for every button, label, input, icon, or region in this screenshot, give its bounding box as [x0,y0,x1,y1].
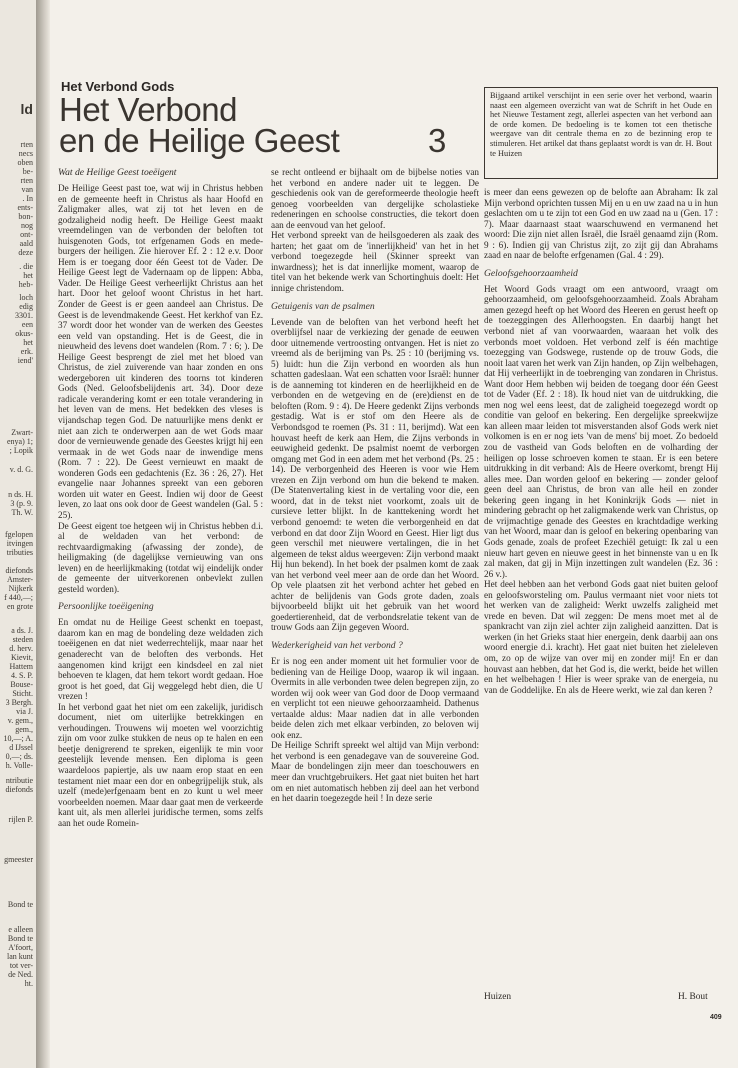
magazine-page [50,0,738,1068]
paragraph: In het verbond gaat het niet om een zakelijk, juridisch document, niet om uiterlijke betrekkingen en verhoudingen. Trouwens wij moeten wel voorzichtig zijn om voor zulke stukken de neus op te halen en een beetje denigrerend te spreken, eigenlijk te min voor geestelijk levende mensen. Een diploma is geen waardeloos papiertje, als uw naam erop staat en een testament niet maar een dor en onbegrijpelijk stuk, als uzelf (mede)erfgenaam bent en zo kunt u wel meer voorbeelden noemen. Maar daar gaat men de verkeerde kant uit, als men allerlei juridische termen, soms zelfs aan het oude Romein- [58,701,263,828]
paragraph: Er is nog een ander moment uit het formulier voor de bediening van de Heilige Doop, waarop ik wil ingaan. Overmits in alle verbonden twee delen begrepen zijn, zo worden wij ook weer van God door de Doop vermaand en verplicht tot een nieuwe gehoorzaamheid. Dathenus vertaalde aldus: Maar nadien dat in alle verbonden beide delen zich met elkaar verbinden, zo beloven wij ook enz. [271,655,479,740]
previous-page-fragment: diefonds [5,566,33,575]
previous-page-fragment: ntributie [5,776,33,785]
previous-page-fragment: steden [12,635,33,644]
previous-page-fragment: Sticht. [12,689,33,698]
previous-page-fragment: edig [19,302,33,311]
paragraph: se recht ontleend er bijhaalt om de bijbelse noties van het verbond en andere nader uit te leggen. De geschiedenis ook van de gereformeerde theologie heeft genoeg voorbeelden van dergelijke scholastieke redeneringen en schoolse constructies, die tekort doen aan de eenvoud van het geloof. [271,167,479,230]
previous-page-fragment: f 440,—; [4,593,33,602]
paragraph: De Heilige Geest past toe, wat wij in Christus hebben en de gemeente heeft in Christus als haar Hoofd en Zaligmaker alles, wat zij tot het leven en de godzaligheid nodig heeft. De Heilige Geest maakt vreemdelingen van de verbonden der beloften tot huisgenoten Gods, tot erfgenamen Gods en medeburgers der heiligen. Zie hierover Ef. 2 : 12 e.v. Door Hem is er toegang door één Geest tot de Vader. De Heilige Geest legt de Vadernaam op de lippen: Abba, Vader. De Heilige Geest verheerlijkt Christus aan het hart. Door het geloof woont Christus in het hart. Zonder de Geest is er geen aandeel aan Christus. De Geest is de levendmakende Geest. Het kerkhof van Ez. 37 wordt door het wonder van de werken des Geestes een veld van opstanding. Het is de Geest, die in nieuwheid des levens doet wandelen (Rom. 7 : 6; ). De Heilige Geest besprengt de ziel met het bloed van Christus, de ziel zuiverende van haar zonden en ons wedergeboren uit kinderen des toorns tot kinderen Gods (Ned. Geloofsbelijdenis art. 34). Door deze radicale verandering komt er een totale verandering in het leven van de mens. Het bedekken des vleses is vijandschap tegen God. De natuurlijke mens denkt er niet aan zich te onderwerpen aan de wet Gods maar door de vernieuwende genade des Geestes krijgt hij een vermaak in de wet Gods naar de inwendige mens (Rom. 7 : 22). De Geest vernieuwt en maakt de wonderen Gods een gedachtenis (Ez. 36 : 26, 27). Het evangelie naar Johannes spreekt van een geboren worden uit water en Geest. Indien wij door de Geest leven, zo laat ons ook door de Geest wandelen (Gal. 5 : 25). [58,183,263,520]
previous-page-fragment: ents- [17,203,33,212]
paragraph: De Heilige Schrift spreekt wel altijd van Mijn verbond: het verbond is een genadegave van de souvereine God. Maar de bondelingen zijn meer dan toeschouwers en meer dan vruchtgebruikers. Het gaat niet buiten het hart om en niet automatisch hebben zij deel aan het verbond en het daarin toegezegde heil ! In deze serie [271,740,479,804]
article-title-line1: Het Verbond [59,91,237,128]
page-number: 409 [710,1014,722,1021]
paragraph: De Geest eigent toe hetgeen wij in Christus hebben d.i. al de weldaden van het verbond: de rechtvaardigmaking (afwassing der zonde), de heiligmaking (de dagelijkse vernieuwing van ons leven) en de heerlijkmaking (totdat wij eindelijk onder de gemeente der uitverkorenen onbevlekt zullen gesteld worden). [58,520,263,594]
previous-page-fragment: rten [20,176,33,185]
column-1 [58,167,263,828]
previous-page-fragment: lan kunt [7,952,33,961]
section-heading: Persoonlijke toeëigening [58,601,154,613]
previous-page-fragment: deze [18,248,33,257]
book-gutter [36,0,50,1068]
section-heading: Getuigenis van de psalmen [271,300,375,312]
previous-page-fragment: ; Lopik [9,446,33,455]
previous-page-fragment: ld [20,101,33,117]
previous-page-fragment: en grote [7,602,33,611]
paragraph: Het Woord Gods vraagt om een antwoord, vraagt om gehoorzaamheid, om geloofsgehoorzaamheid. Zoals Abraham amen gezegd heeft op het Woord des Heeren en gerust heeft op de toezeggingen des Allerhoogsten. En daarbij hangt het verbond niet af van voorwaarden, waaraan het volk des verbonds moet voldoen. Het verbond zelf is één machtige toezegging van Godswege, rustende op de trouw Gods, die nooit laat varen het werk van Zijn handen, op Zijn welbehagen, dat Hij verheerlijkt in de toebrenging van zondaren in Christus. Want door Hem hebben wij beiden de toegang door één Geest tot de Vader (Ef. 2 : 18). Ik houd niet van de uitdrukking, die men nog wel eens leest, dat de zaligheid toegezegd wordt op conditie van geloof en bekering. Een dergelijke spreekwijze kan alleen maar leiden tot misverstanden alsof Gods werk niet volkomen is en er nog iets 'van de mens' bij moet. Zo bedoeld zou de vastheid van Gods beloften en de volharding der heiligen op losse schroeven komen te staan. Er is een betere uitdrukking in dit verband: Als de Heere overkomt, brengt Hij alles mee. Dan worden geloof en bekering — zonder geloof geen deel aan Christus, de bron van alle heil en zonder bekering geen ingang in het Koninkrijk Gods — niet in mindering gebracht op het zaligmakende werk van Christus, op de vrijmachtige genade des Geestes en krachtdadige werking van het Woord, maar dan is geloof en bekering openbaring van Gods genade, zoals de profeet Ezechiël getuigt: Ik zal u een nieuw hart geven en nieuwe geest in het binnenste van u en Ik zal maken, dat gij in Mijn inzettingen zult wandelen (Ez. 36 : 26 v.). [484,283,718,579]
previous-page-fragment: h. Volle- [5,761,33,770]
previous-page-fragment: 4. S. P. [10,671,33,680]
previous-page-fragment: gmeester [4,855,33,864]
previous-page-fragment: gem., [15,725,33,734]
previous-page-fragment: via J. [16,707,33,716]
previous-page-fragment: iend' [17,356,33,365]
previous-page-fragment: 10,—; A. [3,734,33,743]
previous-page-fragment: 0,—; ds. [5,752,33,761]
part-number: 3 [428,122,447,159]
previous-page-fragment: itvingen [6,539,33,548]
previous-page-fragment: fgelopen [5,530,33,539]
previous-page-fragment: Th. W. [11,508,33,517]
previous-page-fragment: d. herv. [9,644,33,653]
previous-page-fragment: ont- [20,230,33,239]
previous-page-fragment: tot ver- [9,961,33,970]
previous-page-fragment: . die [19,262,33,271]
section-heading: Wederkerigheid van het verbond ? [271,639,403,651]
paragraph: Levende van de beloften van het verbond heeft het overblijfsel naar de verkiezing der genade de eeuwen door uitnemende vertroosting ontvangen. Het is niet zo vreemd als de berijming van Ps. 25 : 10 (berijming vs. 5) luidt: hun die Zijn verbond en woorden als hun schatten gadeslaan. Wat een schatten voor Israël: hunner is de aanneming tot kinderen en de heerlijkheid en de verbonden en de wetgeving en de (ere)dienst en de beloften (Rom. 9 : 4). De Heere gedenkt Zijns verbonds gestadig. Wat is er stof om den Heere als de Verbondsgod te roemen (Ps. 31 : 11, berijmd). Wat een houvast heeft de kerk aan Hem, die Zijns verbonds in eeuwigheid gedenkt. De psalmist noemt de verborgen omgang met God in een adem met het verbond (Ps. 25 : 14). De verborgenheid des Heeren is voor wie Hem vrezen en Zijn verbond om hun die bekend te maken. (De Statenvertaling kiest in de vertaling voor die, een woord, dat in de tekst niet voorkomt, zoals uit de cursieve letter blijkt. In de kanttekening wordt het verbond genoemd: te weten die verborgenheid en dat verbond en dat door Zijn Woord en Geest. Hier ligt dus geen verschil met nieuwere vertalingen, die in het algemeen de tekst aldus weergeven: Zijn verbond maakt Hij hun bekend). In het boek der psalmen komt de zaak van het verbond veel meer aan de orde dan het Woord. Op vele plaatsen zit het verbond achter het gebed en achter de belijdenis van Gods grote daden, zoals bijvoorbeeld blijkt uit het gebruik van het woord goedertierenheid, dat de verbondsrelatie tekent van de trouw Gods aan Zijn gegeven Woord. [271,316,479,633]
previous-page-fragment: loch [19,293,33,302]
previous-page-fragment: rten [20,140,33,149]
signature-author: H. Bout [678,992,708,1002]
previous-page-fragment: een [21,320,33,329]
previous-page-fragment: okus- [15,329,33,338]
previous-page-fragment: d IJssel [9,743,33,752]
previous-page-fragment: Hattem [9,662,33,671]
paragraph: Het verbond spreekt van de heilsgoederen als zaak des harten; het gaat om de 'innerlijkheid' van het in het verbond toegezegde heil (Skinner spreekt van inwardness); het is dat innerlijke moment, waarop de titel van het bekende werk van Schortinghuis doelt: Het innige christendom. [271,230,479,294]
paragraph: is meer dan eens gewezen op de belofte aan Abraham: Ik zal Mijn verbond oprichten tussen Mij en u en uw zaad na u in hun geslachten om u te zijn tot een God en uw zaad na u (Gen. 17 : 7). Maar daarnaast staat waarschuwend en vermanend het woord: Die zijn niet allen Israël, die Israël genaamd zijn (Rom. 9 : 6). Indien gij van Christus zijt, zo zijt gij dan Abrahams zaad en naar de belofte erfgenamen (Gal. 4 : 29). [484,187,718,261]
previous-page-fragment: aald [19,239,33,248]
column-2 [271,167,479,804]
previous-page-fragment: heb- [18,280,33,289]
previous-page-fragment: Amster- [6,575,33,584]
previous-page-fragment: rijlen P. [8,815,33,824]
previous-page-fragment: v. gem., [7,716,33,725]
previous-page-fragment: het [23,271,33,280]
section-heading: Geloofsgehoorzaamheid [484,267,578,279]
previous-page-fragment: erk. [20,347,33,356]
previous-page-fragment: Bond te [7,900,33,909]
previous-page-fragment: van [21,185,33,194]
previous-page-fragment: enya) 1; [7,437,33,446]
previous-page-fragment: de Ned. [8,970,33,979]
previous-page-fragment: ht. [24,979,33,988]
previous-page-fragment: Kievit, [11,653,33,662]
previous-page-fragment: het [23,338,33,347]
previous-page-fragment: Bond te [7,934,33,943]
column-3 [484,187,718,695]
previous-page-fragment: Zwart- [11,428,33,437]
paragraph: En omdat nu de Heilige Geest schenkt en toepast, daarom kan en mag de bondeling deze weldaden zich toeëigenen en dat niet wederrechtelijk, maar naar het genaderecht van de beloften des verbonds. Het aangenomen kind krijgt een kindsdeel en zal niet behoeven te klagen, dat hem tekort wordt gedaan. Hoe groot is het goed, dat Gij weggelegd hebt dien, die U vrezen ! [58,617,263,702]
previous-page-fragment: bon- [18,212,33,221]
previous-page-fragment: . In [22,194,33,203]
paragraph: Het deel hebben aan het verbond Gods gaat niet buiten geloof en geloofsworsteling om. Paulus vermaant niet voor niets tot het werken van de zaligheid: Werkt uwzelfs zaligheid met vrede en beven. Dat wil zeggen: De mens moet met al de spankracht van zijn ziel achter zijn zaligheid aanzitten. Dat is werken (in het Grieks staat hier energein, denk daarbij aan ons woord energie d.i. kracht). Het gaat niet buiten het zieleleven om, zo op de wijze van over mij en zonder mij! En er dan houvast aan hebben, dat het God is, die werkt, beide het willen en het welbehagen ! Hier is weer sprake van de energeia, nu van de Goddelijke. En als de Heere werkt, wie zal dan keren ? [484,579,718,695]
previous-page-fragment: oben [17,158,33,167]
previous-page-edge [0,0,36,1068]
previous-page-fragment: Bouse- [10,680,33,689]
series-kicker: Het Verbond Gods [61,79,175,94]
previous-page-fragment: A'foort, [8,943,33,952]
previous-page-fragment: nog [21,221,33,230]
editorial-note-box: Bijgaand artikel verschijnt in een serie over het verbond, waarin naast een algemeen overzicht van wat de Schrift in het Oude en het Nieuwe Testament zegt, allerlei aspecten van het verbond aan de orde komen. De bedoeling is te komen tot een thetische weergave van dit centrale thema en zo de bezinning erop te stimuleren. Het artikel dat thans geplaatst wordt is van dr. H. Bout te Huizen [484,87,718,179]
previous-page-fragment: Nijkerk [8,584,33,593]
previous-page-fragment: 3 (p. 9. [10,499,33,508]
previous-page-fragment: be- [22,167,33,176]
previous-page-fragment: 3301. [15,311,33,320]
article-title-line2: en de Heilige Geest [59,122,340,159]
signature-place: Huizen [484,992,512,1002]
article-subtitle: Wat de Heilige Geest toeëigent [58,167,177,178]
previous-page-fragment: tributies [6,548,33,557]
previous-page-fragment: n ds. H. [8,490,33,499]
previous-page-fragment: v. d. G. [9,465,33,474]
previous-page-fragment: diefonds [5,785,33,794]
previous-page-fragment: necs [18,149,33,158]
previous-page-fragment: a ds. J. [11,626,33,635]
previous-page-fragment: 3 Bergh. [5,698,33,707]
previous-page-fragment: e alleen [8,925,33,934]
